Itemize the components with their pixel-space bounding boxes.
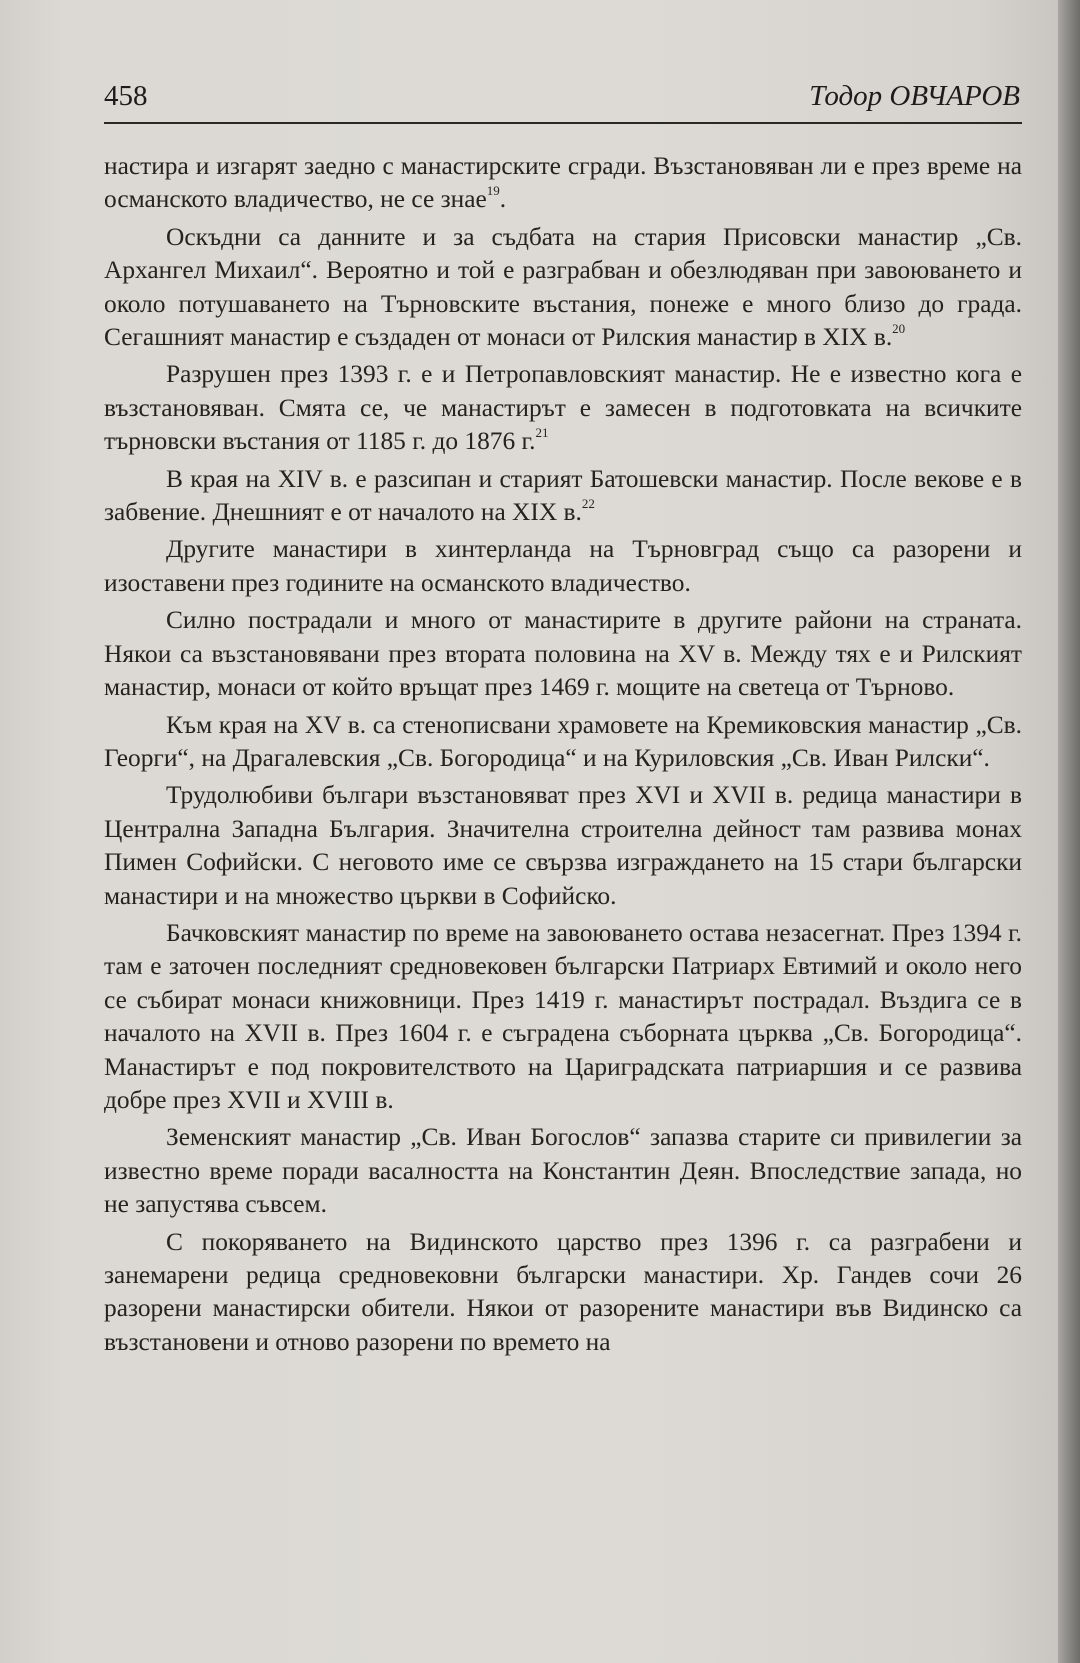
paragraph: Оскъдни са данните и за съдбата на стария Присовски манастир „Св. Архангел Михаил“. Вероятно и той е разграбван и обезлюдяван при завоюването и около потушаването на Търновските въстания, понеже е много близо до града. Сегашният манастир е създаден от монаси от Рилския манастир в XIX в.$^{20}$ (104, 222, 1022, 352)
page-header (104, 78, 1022, 124)
body-text (104, 150, 1022, 1363)
paragraph: Към края на XV в. са стенописвани храмовете на Кремиковския манастир „Св. Георги“, на Драгалевския „Св. Богородица“ и на Куриловския „Св. Иван Рилски“. (104, 710, 1022, 772)
footnote-ref: 21 (535, 425, 549, 441)
paragraph: В края на XIV в. е разсипан и старият Батошевски манастир. После векове е в забвение. Днешният е от началото на XIX в.$^{22}$ (104, 464, 1022, 527)
page-number: 458 (104, 80, 148, 112)
paragraph: Силно пострадали и много от манастирите в другите райони на страната. Някои са възстановявани през втората половина на XV в. Между тях е и Рилският манастир, монаси от който връщат през 1469 г. мощите на светеца от Търново. (104, 606, 1022, 702)
paragraph: Другите манастири в хинтерланда на Търновград също са разорени и изоставени през годините на османското владичество. (104, 535, 1022, 597)
footnote-ref: 20 (892, 321, 906, 337)
paragraph: настира и изгарят заедно с манастирските сгради. Възстановяван ли е през време на османското владичество, не се знае$^{19}$. (104, 152, 1022, 214)
paragraph: Трудолюбиви българи възстановяват през XVI и XVII в. редица манастири в Централна Западна България. Значителна строителна дейност там развива монах Пимен Софийски. С неговото име се свързва изграждането на 15 стари български манастири и на множество църкви в Софийско. (104, 781, 1022, 910)
running-head: Тодор ОВЧАРОВ (809, 80, 1020, 112)
footnote-ref: 19 (486, 183, 500, 199)
footnote-ref: 22 (581, 496, 595, 512)
paragraph: Разрушен през 1393 г. е и Петропавловският манастир. Не е известно кога е възстановяван. Смята се, че манастирът е замесен в подготовката на всичките търновски въстания от 1185 г. до 1876 г.$^{21}$ (104, 360, 1022, 456)
paragraph: Бачковският манастир по време на завоюването остава незасегнат. През 1394 г. там е заточен последният средновековен български Патриарх Евтимий и около него се събират монаси книжовници. През 1419 г. манастирът пострадал. Въздига се в началото на XVII в. През 1604 г. е съградена съборната църква „Св. Богородица“. Манастирът е под покровителството на Цариградската патриаршия и се развива добре през XVII и XVIII в. (104, 918, 1022, 1114)
page-edge (1058, 0, 1080, 1663)
paragraph: С покоряването на Видинското царство през 1396 г. са разграбени и занемарени редица средновековни български манастири. Хр. Гандев сочи 26 разорени манастирски обители. Някои от разорените манастири във Видинско са възстановени и отново разорени по времето на (104, 1227, 1022, 1356)
paragraph: Земенският манастир „Св. Иван Богослов“ запазва старите си привилегии за известно време поради васалността на Константин Деян. Впоследствие запада, но не запустява съвсем. (104, 1123, 1022, 1219)
